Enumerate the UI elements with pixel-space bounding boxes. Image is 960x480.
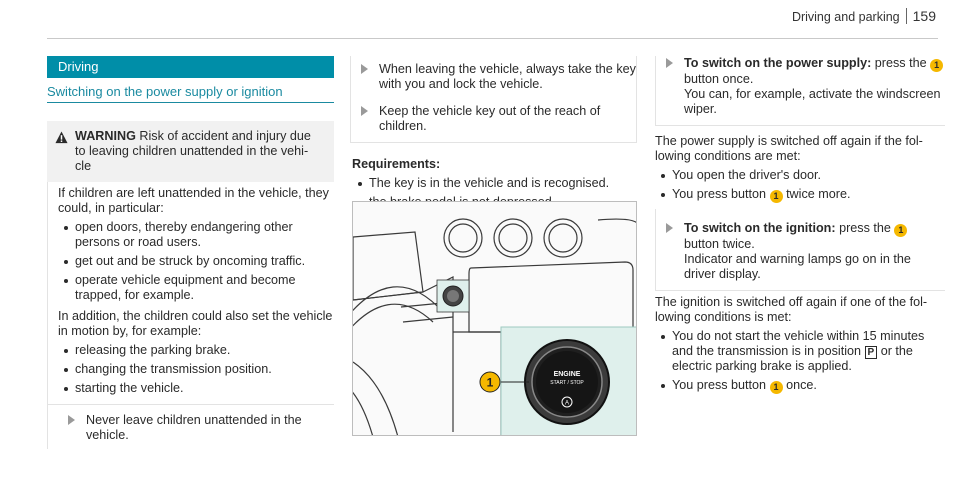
instruction-text: Keep the vehicle key out of the reach of children. [379, 104, 601, 133]
list-text: or the electric parking brake is applied. [672, 344, 913, 373]
list-text: twice more. [786, 187, 851, 201]
instruction-panel [350, 56, 637, 143]
list-text: once. [786, 378, 817, 392]
page-header [792, 8, 936, 24]
svg-text:A: A [564, 400, 570, 407]
arrow-right-icon [68, 415, 75, 425]
list-item: operate vehicle equipment and become trapped, for example. [58, 273, 334, 303]
list-item: get out and be struck by oncoming traffic. [58, 254, 334, 269]
warning-addition: In addition, the children could also set the vehicle in motion by, for example: [58, 309, 333, 338]
list-item [655, 187, 945, 203]
start-stop-label: START / STOP [550, 380, 584, 386]
list-item: changing the transmission position. [58, 362, 334, 377]
ignition-off-text: The ignition is switched off again if one of the fol- lowing conditions is met: [655, 295, 928, 324]
warning-bullets-2 [58, 343, 334, 396]
callout-badge: 1 [930, 59, 943, 72]
callout-badge: 1 [894, 224, 907, 237]
instruction-step-ignition [656, 221, 945, 282]
arrow-right-icon [666, 223, 673, 233]
chapter-title: Driving and parking [791, 10, 900, 24]
arrow-right-icon [361, 106, 368, 116]
instruction-panel [655, 56, 945, 126]
list-item [655, 168, 945, 183]
instruction-text: press the [874, 56, 927, 70]
instruction-step [58, 413, 334, 449]
warning-heading [69, 129, 324, 174]
park-position-icon: P [865, 346, 878, 359]
warning-intro: If children are left unattended in the vehicle, they could, in particular: [58, 186, 329, 215]
warning-label: WARNING [75, 129, 136, 143]
divider [48, 404, 334, 405]
list-text: You open the driver's door. [672, 168, 821, 182]
power-off-bullets [655, 168, 945, 203]
ignition-label: To switch on the ignition: [684, 221, 836, 235]
instruction-panel [655, 209, 945, 291]
instruction-text: Never leave children unattended in the vehicle. [86, 413, 302, 442]
warning-box [47, 121, 334, 182]
power-off-text: The power supply is switched off again if the fol- lowing conditions are met: [655, 134, 923, 163]
instruction-note: You can, for example, activate the windscreen wiper. [684, 87, 941, 116]
requirements-label: Requirements: [352, 157, 441, 171]
engine-label: ENGINE [553, 371, 581, 378]
list-item [655, 378, 945, 394]
arrow-right-icon [666, 58, 673, 68]
callout-number: 1 [486, 375, 494, 390]
page-number: 159 [906, 8, 936, 24]
header-rule [47, 38, 938, 39]
instruction-note: Indicator and warning lamps go on in the driver display. [684, 252, 911, 281]
instruction-text: button twice. [684, 237, 755, 251]
section-subtitle: Switching on the power supply or ignition [47, 84, 334, 103]
column-2 [338, 56, 640, 216]
instruction-step [351, 104, 636, 134]
list-item [655, 329, 945, 374]
dashboard-drawing [353, 202, 637, 436]
list-item: starting the vehicle. [58, 381, 334, 396]
list-text: You do not start the vehicle within 15 minutes and the transmission is in position [672, 329, 925, 358]
power-supply-label: To switch on the power supply: [684, 56, 872, 70]
list-text: You press button [672, 378, 767, 392]
warning-body [47, 182, 334, 449]
instruction-step-power-supply [656, 56, 945, 117]
warning-title: Risk of accident and injury due to leaving children unattended in the vehi- cle [75, 129, 311, 173]
instruction-text: press the [839, 221, 891, 235]
ignition-off-bullets [655, 329, 945, 394]
section-band: Driving [47, 56, 334, 78]
warning-triangle-icon [55, 131, 68, 144]
instruction-text: When leaving the vehicle, always take the key with you and lock the vehicle. [379, 62, 636, 91]
column-3 [655, 56, 945, 400]
column-1 [47, 56, 334, 449]
instruction-step [351, 62, 636, 92]
list-item: The key is in the vehicle and is recognised. [352, 176, 640, 191]
arrow-right-icon [361, 64, 368, 74]
instruction-text: button once. [684, 72, 754, 86]
callout-badge: 1 [770, 190, 783, 203]
callout-badge: 1 [770, 381, 783, 394]
list-item: releasing the parking brake. [58, 343, 334, 358]
list-text: You press button [672, 187, 767, 201]
list-item: open doors, thereby endangering other persons or road users. [58, 220, 334, 250]
warning-bullets [58, 220, 334, 303]
dashboard-illustration [352, 201, 637, 436]
